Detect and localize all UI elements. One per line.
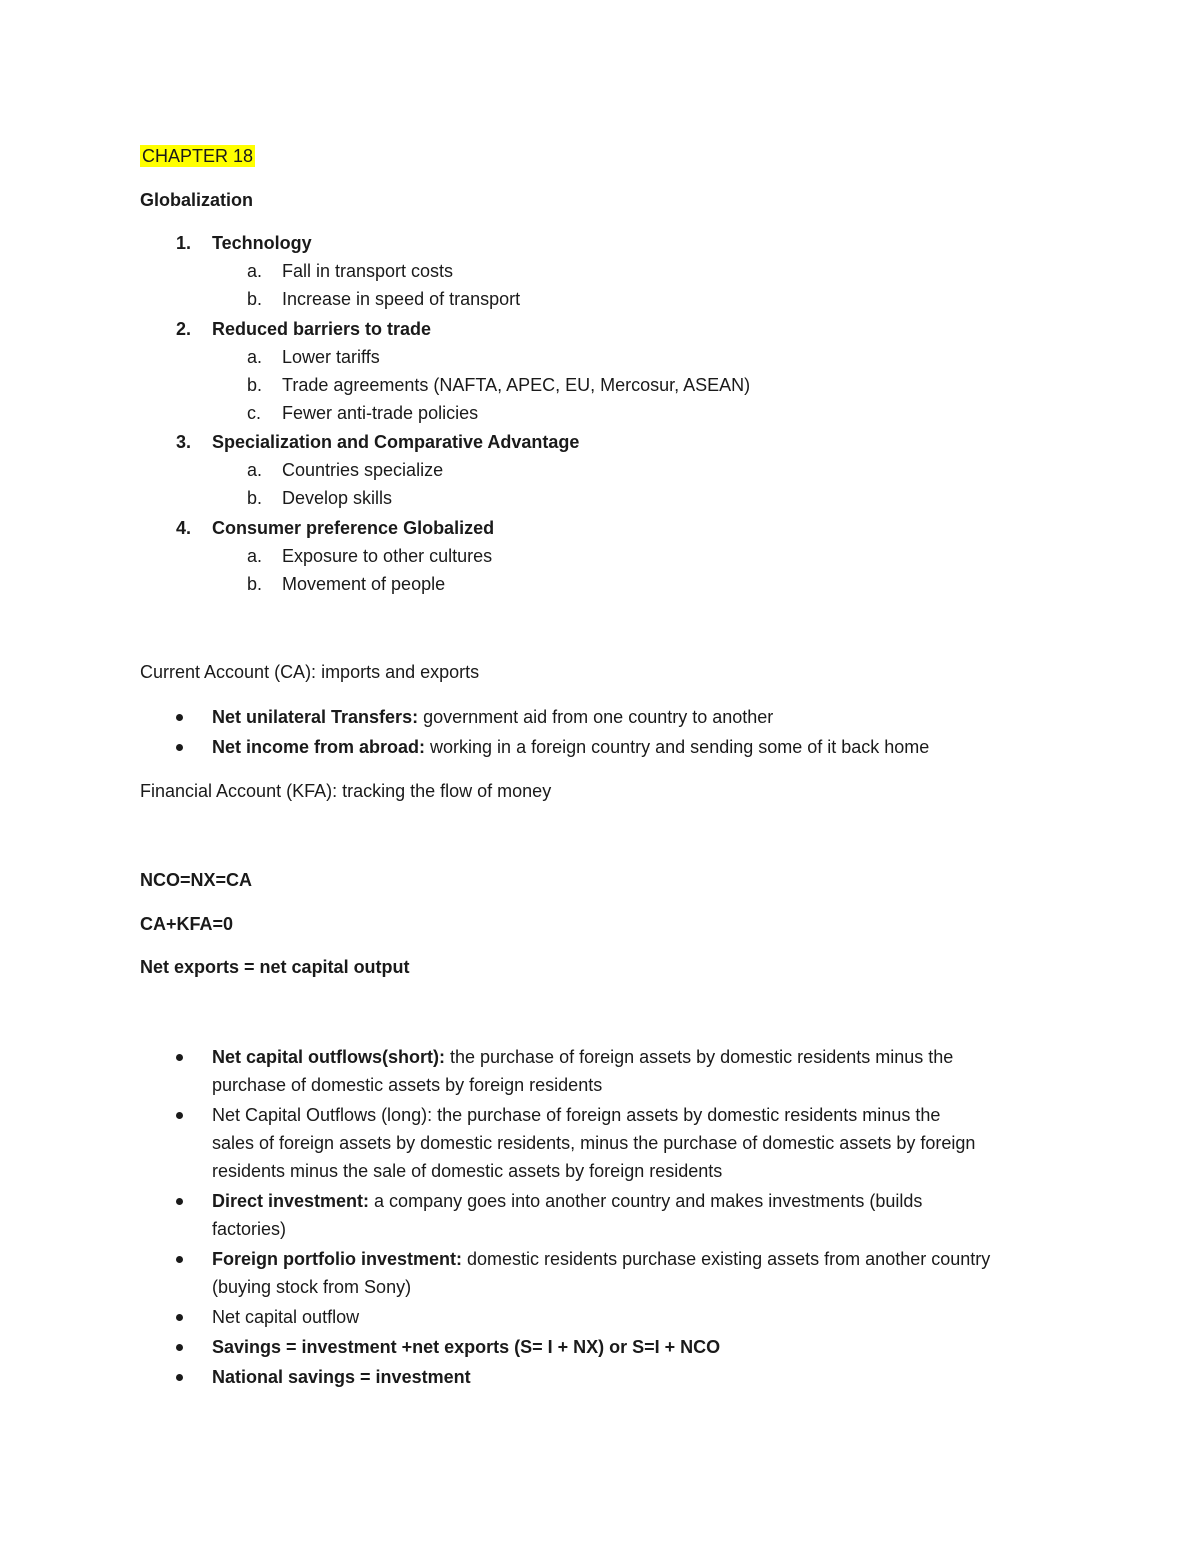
- outline-sub-letter: a.: [247, 261, 263, 281]
- outline-title: Specialization and Comparative Advantage: [212, 432, 580, 452]
- financial-account-heading: Financial Account (KFA): tracking the flow of money: [140, 781, 552, 801]
- outline-sub-text: Trade agreements (NAFTA, APEC, EU, Mercosur, ASEAN): [282, 375, 751, 395]
- list-item-continuation: factories): [212, 1219, 287, 1239]
- outline-number: 4.: [176, 518, 192, 538]
- bullet-icon: [176, 1344, 183, 1351]
- list-item: Net capital outflow: [212, 1307, 360, 1327]
- list-item-continuation: purchase of domestic assets by foreign residents: [212, 1075, 603, 1095]
- section-heading: Globalization: [140, 190, 254, 210]
- equation: Net exports = net capital output: [140, 957, 410, 977]
- outline-sub-letter: c.: [247, 403, 262, 423]
- list-item: National savings = investment: [212, 1367, 471, 1387]
- outline-sub-text: Develop skills: [282, 488, 393, 508]
- outline-title: Reduced barriers to trade: [212, 319, 432, 339]
- list-item: Direct investment: a company goes into another country and makes investments (builds: [212, 1191, 923, 1211]
- outline-sub-text: Increase in speed of transport: [282, 289, 521, 309]
- list-item-continuation: sales of foreign assets by domestic residents, minus the purchase of domestic assets by foreign: [212, 1133, 976, 1153]
- bullet-icon: [176, 714, 183, 721]
- outline-sub-letter: a.: [247, 460, 263, 480]
- outline-sub-letter: b.: [247, 488, 263, 508]
- outline-sub-letter: b.: [247, 574, 263, 594]
- outline-sub-letter: b.: [247, 289, 263, 309]
- list-item: Net capital outflows(short): the purchase of foreign assets by domestic residents minus the: [212, 1047, 954, 1067]
- list-item-continuation: residents minus the sale of domestic assets by foreign residents: [212, 1161, 723, 1181]
- bullet-icon: [176, 1112, 183, 1119]
- list-item: Net Capital Outflows (long): the purchase of foreign assets by domestic residents minus the: [212, 1105, 941, 1125]
- list-item: Savings = investment +net exports (S= I + NX) or S=I + NCO: [212, 1337, 721, 1357]
- outline-sub-letter: a.: [247, 546, 263, 566]
- outline-sub-text: Fewer anti-trade policies: [282, 403, 479, 423]
- outline-title: Consumer preference Globalized: [212, 518, 495, 538]
- outline-sub-text: Lower tariffs: [282, 347, 380, 367]
- equation: NCO=NX=CA: [140, 870, 253, 890]
- outline-sub-text: Movement of people: [282, 574, 446, 594]
- bullet-icon: [176, 1314, 183, 1321]
- bullet-icon: [176, 1198, 183, 1205]
- chapter-label: CHAPTER 18: [142, 146, 254, 166]
- outline-number: 2.: [176, 319, 192, 339]
- bullet-icon: [176, 1256, 183, 1263]
- list-item: Foreign portfolio investment: domestic residents purchase existing assets from another country: [212, 1249, 991, 1269]
- outline-title: Technology: [212, 233, 312, 253]
- outline-sub-text: Countries specialize: [282, 460, 444, 480]
- bullet-icon: [176, 744, 183, 751]
- equation: CA+KFA=0: [140, 914, 234, 934]
- outline-number: 1.: [176, 233, 192, 253]
- list-item-continuation: (buying stock from Sony): [212, 1277, 412, 1297]
- outline-number: 3.: [176, 432, 192, 452]
- list-item: Net income from abroad: working in a foreign country and sending some of it back home: [212, 737, 930, 757]
- outline-sub-text: Exposure to other cultures: [282, 546, 493, 566]
- outline-sub-text: Fall in transport costs: [282, 261, 454, 281]
- outline-sub-letter: b.: [247, 375, 263, 395]
- outline-sub-letter: a.: [247, 347, 263, 367]
- bullet-icon: [176, 1374, 183, 1381]
- current-account-heading: Current Account (CA): imports and exports: [140, 662, 480, 682]
- bullet-icon: [176, 1054, 183, 1061]
- list-item: Net unilateral Transfers: government aid from one country to another: [212, 707, 774, 727]
